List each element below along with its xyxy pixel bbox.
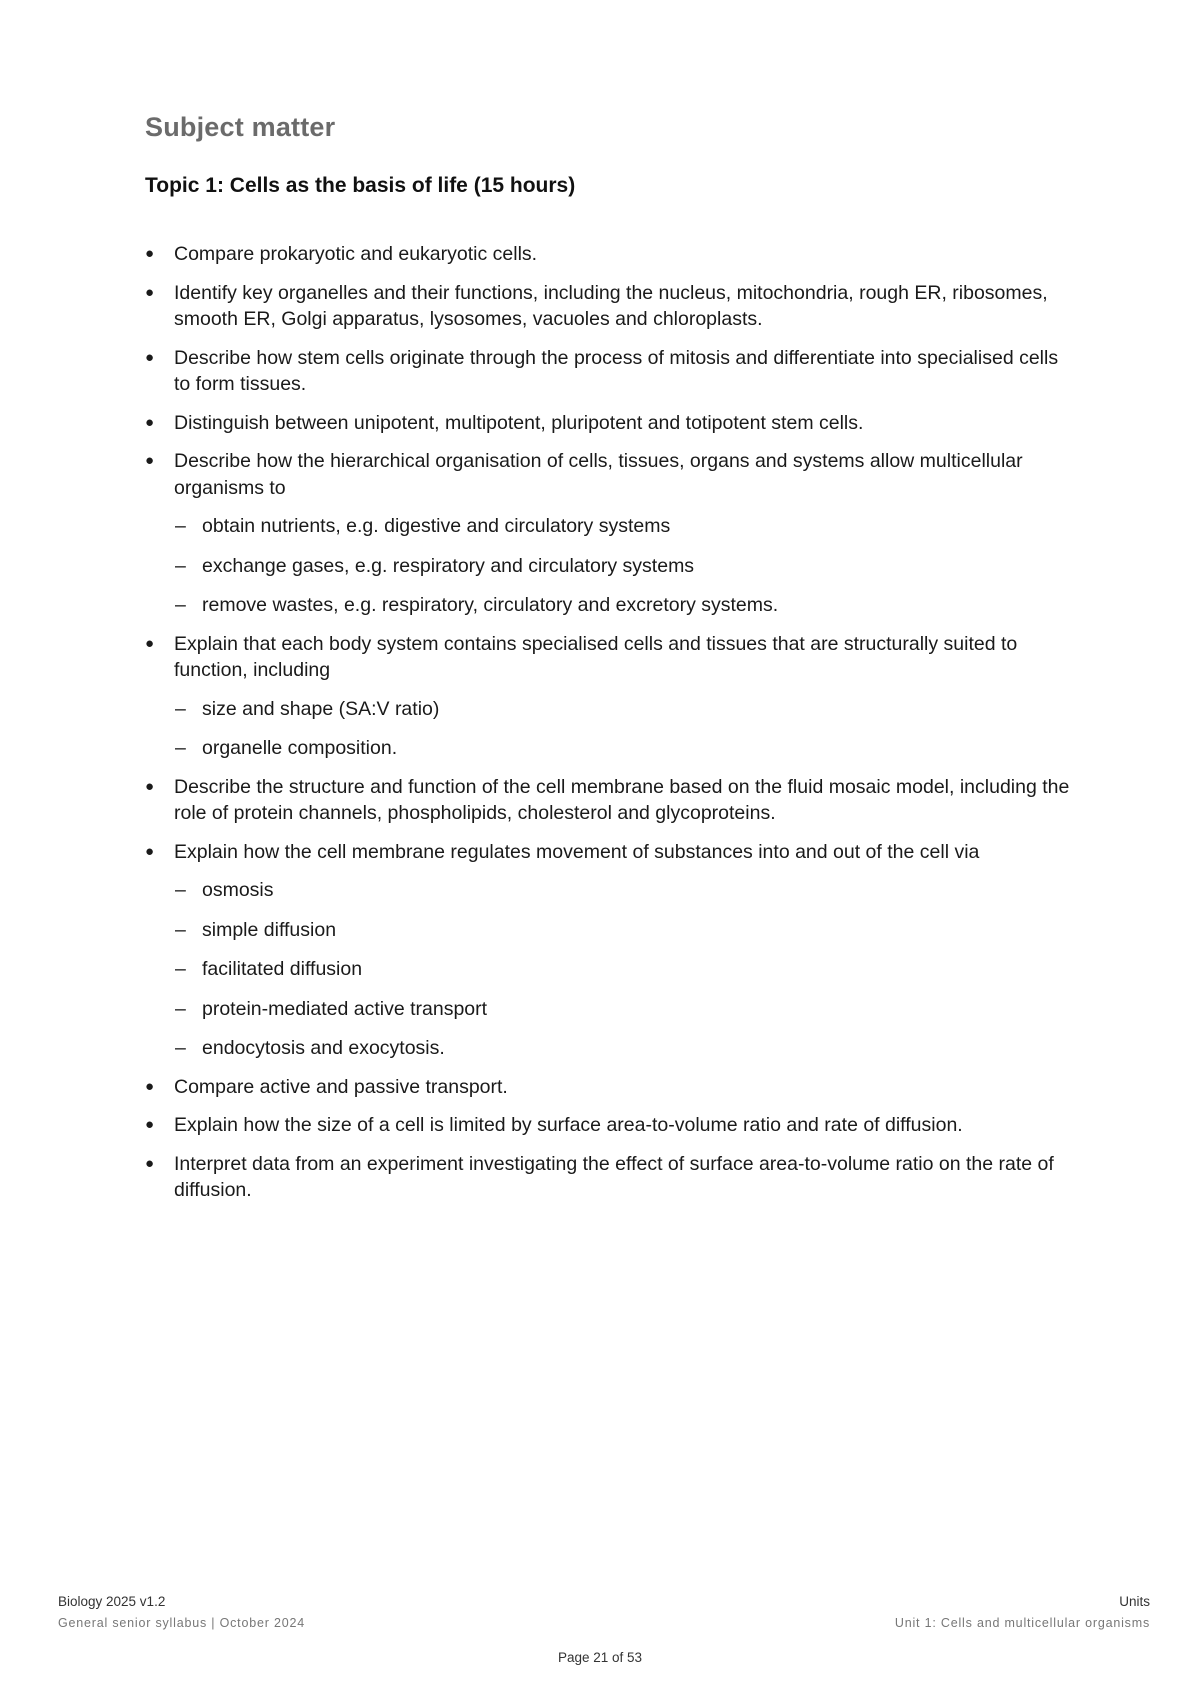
dash-icon: –: [175, 737, 186, 759]
sub-list-item-text: organelle composition.: [202, 737, 398, 759]
list-item: [145, 1151, 1075, 1204]
sub-list-item-text: remove wastes, e.g. respiratory, circulatory and excretory systems.: [202, 594, 779, 616]
list-item-text: Describe how stem cells originate through the process of mitosis and differentiate into specialised cells to form tissues.: [174, 346, 1059, 395]
list-item-text: Explain that each body system contains specialised cells and tissues that are structurally suited to function, including: [174, 632, 1018, 681]
sub-list-item-text: size and shape (SA:V ratio): [202, 697, 440, 720]
list-item: [145, 345, 1075, 398]
list-item-text: Distinguish between unipotent, multipotent, pluripotent and totipotent stem cells.: [174, 411, 864, 434]
section-heading: Subject matter: [145, 112, 336, 142]
sub-list-item: [174, 917, 1075, 944]
list-item: [145, 241, 1075, 268]
bullet-icon: ●: [145, 245, 155, 262]
sub-list-item: [174, 513, 1075, 540]
dash-icon: –: [175, 958, 186, 980]
list-item: [145, 631, 1075, 762]
list-item-text: Explain how the cell membrane regulates movement of substances into and out of the cell via: [174, 840, 980, 863]
subject-matter-content: [145, 241, 1075, 1216]
sub-list-item: [174, 956, 1075, 983]
bullet-icon: ●: [145, 413, 155, 431]
sub-list-item-text: exchange gases, e.g. respiratory and circulatory systems: [202, 554, 695, 577]
list-item-text: Interpret data from an experiment investigating the effect of surface area-to-volume ratio on the rate of diffusion.: [174, 1152, 1054, 1201]
sub-list-item: [174, 553, 1075, 580]
list-item-text: Compare prokaryotic and eukaryotic cells.: [174, 243, 538, 265]
list-item: [145, 839, 1075, 1062]
sub-list-item: [174, 996, 1075, 1023]
bullet-icon: ●: [145, 1077, 155, 1095]
page-number: Page 21 of 53: [557, 1650, 643, 1665]
footer-section-subtitle: Unit 1: Cells and multicellular organisms: [894, 1616, 1150, 1630]
dash-icon: –: [175, 879, 186, 901]
dash-icon: –: [175, 515, 186, 537]
bullet-icon: ●: [145, 1116, 155, 1133]
sub-list: [174, 877, 1075, 1062]
dash-icon: –: [175, 997, 186, 1020]
dash-icon: –: [175, 594, 186, 616]
bullet-icon: ●: [145, 634, 155, 652]
dash-icon: –: [175, 697, 186, 720]
sub-list-item: [174, 877, 1075, 904]
list-item: [145, 410, 1075, 437]
sub-list-item: [174, 735, 1075, 762]
sub-list: [174, 696, 1075, 762]
sub-list-item-text: obtain nutrients, e.g. digestive and circulatory systems: [202, 515, 671, 537]
list-item-text: Describe the structure and function of the cell membrane based on the fluid mosaic model, including the role of protein channels, phospholipids, cholesterol and glycoproteins.: [174, 775, 1070, 824]
sub-list: [174, 513, 1075, 619]
sub-list-item: [174, 592, 1075, 619]
bullet-icon: ●: [145, 842, 155, 860]
list-item: [145, 280, 1075, 333]
list-item-text: Describe how the hierarchical organisation of cells, tissues, organs and systems allow multicellular organisms to: [174, 450, 1023, 499]
bullet-icon: ●: [145, 348, 155, 366]
list-item: [145, 448, 1075, 619]
bullet-icon: ●: [145, 452, 155, 469]
list-item-text: Identify key organelles and their functions, including the nucleus, mitochondria, rough ER, ribosomes, smooth ER, Golgi apparatus, lysosomes, vacuoles and chloroplasts.: [174, 281, 1048, 330]
bullet-icon: ●: [145, 283, 155, 301]
footer-right: [895, 1593, 1150, 1633]
sub-list-item-text: endocytosis and exocytosis.: [202, 1037, 445, 1059]
list-item: [145, 774, 1075, 827]
list-item-text: Compare active and passive transport.: [174, 1075, 508, 1098]
dash-icon: –: [175, 918, 186, 941]
sub-list-item-text: osmosis: [202, 879, 274, 901]
sub-list-item-text: protein-mediated active transport: [202, 997, 488, 1020]
bullet-icon: ●: [145, 777, 155, 795]
list-item: [145, 1074, 1075, 1101]
objectives-list: [145, 241, 1075, 1204]
sub-list-item-text: simple diffusion: [202, 918, 337, 941]
footer-section-title: Units: [1119, 1594, 1150, 1609]
topic-heading: Topic 1: Cells as the basis of life (15 hours): [145, 174, 576, 197]
dash-icon: –: [175, 1037, 186, 1059]
footer-document-title: Biology 2025 v1.2: [58, 1594, 166, 1609]
footer-left: [58, 1593, 305, 1633]
sub-list-item: [174, 696, 1075, 723]
dash-icon: –: [175, 554, 186, 577]
list-item: [145, 1112, 1075, 1139]
list-item-text: Explain how the size of a cell is limited by surface area-to-volume ratio and rate of diffusion.: [174, 1114, 963, 1136]
sub-list-item: [174, 1035, 1075, 1062]
bullet-icon: ●: [145, 1154, 155, 1172]
sub-list-item-text: facilitated diffusion: [202, 958, 363, 980]
footer-document-subtitle: General senior syllabus | October 2024: [58, 1616, 305, 1630]
